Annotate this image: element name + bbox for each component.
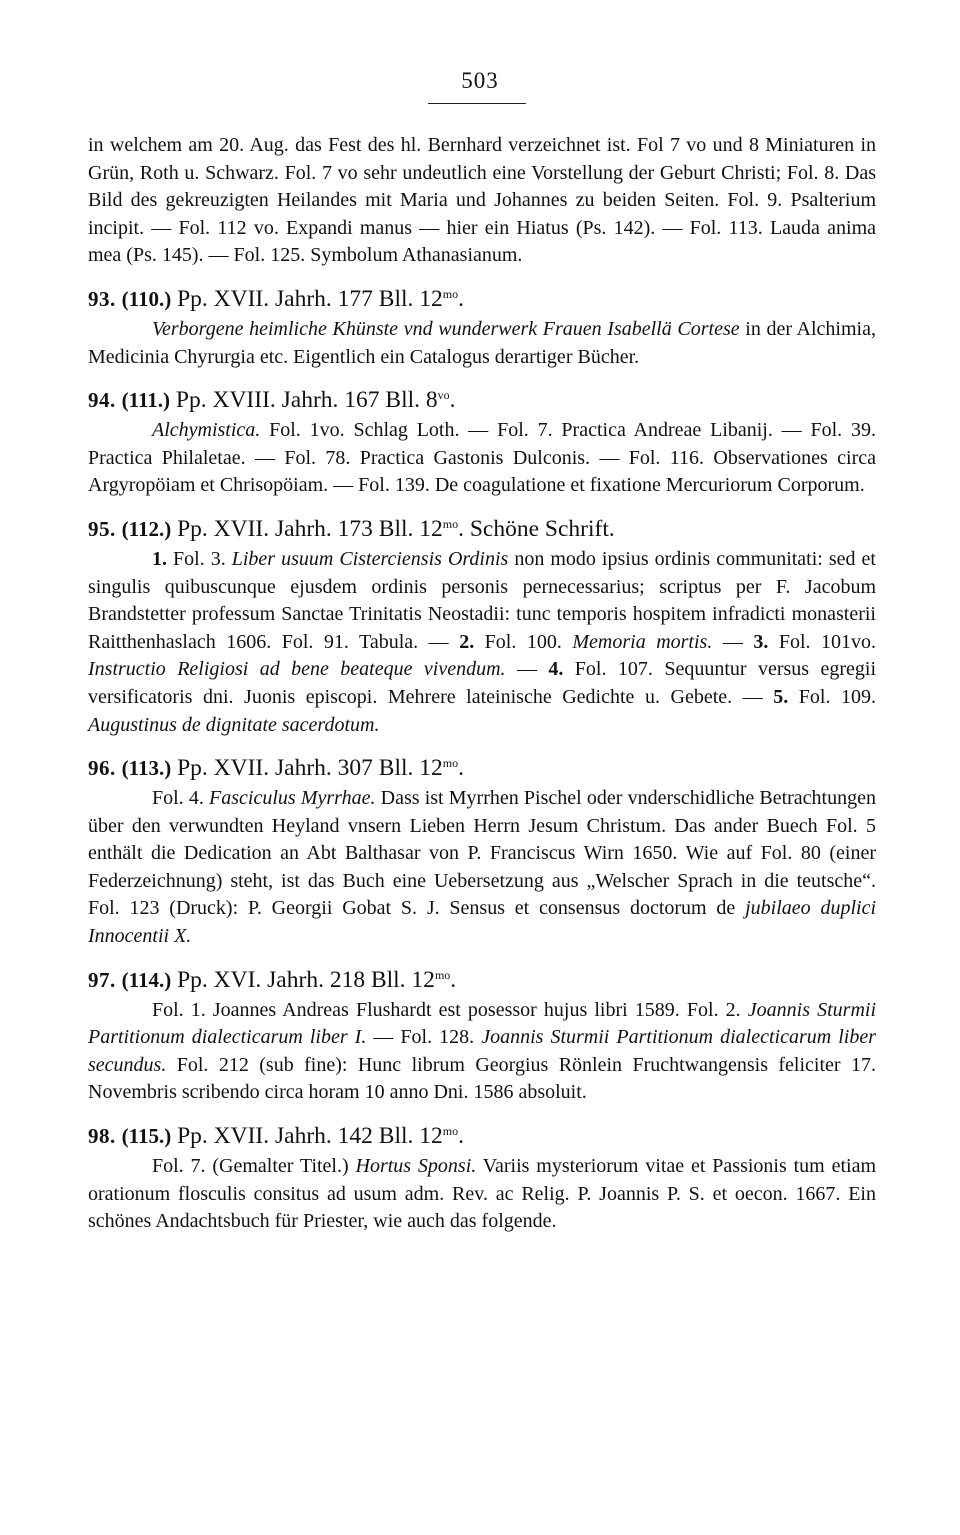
entry-description: Pp. XVII. Jahrh. 307 Bll. 12 <box>171 755 443 782</box>
shelf-number: (115.) <box>121 1124 172 1149</box>
catalog-entry <box>88 385 876 500</box>
body-text: in der Alchimia, Medicinia Chyrurgia etc. Eigentlich ein Catalogus derartiger Bücher. <box>88 317 876 368</box>
body-text: Fol. 107. Sequuntur versus egregii versificatoris dni. Juonis episcopi. Mehrere lateinische Gedichte u. Gebete. — <box>88 658 877 708</box>
shelf-number: (110.) <box>121 286 172 311</box>
entry-heading <box>88 965 876 995</box>
entry-description: Pp. XVII. Jahrh. 173 Bll. 12 <box>171 515 443 542</box>
item-number: 5. <box>773 685 789 708</box>
entry-description-suffix: . <box>449 387 456 414</box>
shelf-number: (112.) <box>121 516 172 541</box>
entry-description-suffix: . <box>458 1123 464 1150</box>
entries-list <box>88 284 876 1236</box>
entry-description-suffix: . <box>458 285 464 312</box>
shelf-number: (111.) <box>121 388 171 413</box>
entry-heading <box>88 514 876 544</box>
body-text: Fol. 109. <box>788 685 876 708</box>
item-number: 4. <box>548 658 564 681</box>
italic-title: Memoria mortis. <box>572 630 713 653</box>
format-superscript: mo <box>442 756 459 771</box>
entry-heading <box>88 284 876 314</box>
entry-description: Pp. XVII. Jahrh. 177 Bll. 12 <box>171 285 443 312</box>
entry-number: 95. <box>88 516 116 541</box>
shelf-number: (114.) <box>121 967 172 992</box>
entry-body <box>88 417 876 500</box>
item-number: 2. <box>459 630 475 653</box>
italic-title: Liber usuum Cisterciensis Ordinis <box>231 547 509 570</box>
body-text: Fol. 100. <box>474 630 573 653</box>
entry-description: Pp. XVII. Jahrh. 142 Bll. 12 <box>171 1123 443 1150</box>
entry-body <box>88 1153 876 1236</box>
body-text: Fol. 212 (sub fine): Hunc librum Georgius Rönlein Fruchtwangensis feliciter 17. Novembris scribendo circa horam 10 anno Dni. 1586 absoluit. <box>88 1053 876 1104</box>
entry-body <box>88 316 876 371</box>
entry-number: 97. <box>88 967 116 992</box>
page-number: 503 <box>461 68 499 93</box>
entry-body <box>88 997 876 1107</box>
body-text: Variis mysteriorum vitae et Passionis tum etiam orationum flosculis consitus ad usum adm. Rev. ac Relig. P. Joannis P. S. et oecon. 1667. Ein schönes Andachtsbuch für Priester, wie auch das folgende. <box>88 1155 877 1233</box>
catalog-entry <box>88 514 876 739</box>
italic-title: Verborgene heimliche Khünste vnd wunderwerk Frauen Isabellä Cortese <box>152 317 740 340</box>
italic-title: Augustinus de dignitate sacerdotum. <box>88 713 380 736</box>
entry-body <box>88 546 876 739</box>
body-text: Dass ist Myrrhen Pischel oder vnderschidliche Betrachtungen über den verwundten Heyland vnsern Lieben Herrn Jesum Christum. Das ander Buech Fol. 5 enthält die Dedication an Abt Balthasar von P. Franciscus Wirn 1650. Wie auf Fol. 80 (einer Federzeichnung) steht, ist das Buch eine Uebersetzung aus „Welscher Sprach in die teutsche“. Fol. 123 (Druck): P. Georgii Gobat S. J. Sensus et consensus doctorum de <box>88 787 876 920</box>
entry-heading <box>88 1121 876 1151</box>
body-text: non modo ipsius ordinis communitati: sed et singulis quibuscunque ejusdem ordinis personis pernecessarius; scriptus per F. Jacobum Brandstetter professum Sanctae Trinitatis Neostadii: tunc temporis hospitem infradicti monasterii Raitthenhaslach 1606. Fol. 91. Tabula. — <box>88 547 876 653</box>
body-text: — <box>712 630 754 653</box>
entry-description-suffix: . Schöne Schrift. <box>458 515 615 542</box>
format-superscript: vo <box>437 388 450 403</box>
body-text: Fol. 4. <box>152 787 210 810</box>
italic-title: Fasciculus Myrrhae. <box>209 787 376 810</box>
catalog-entry <box>88 1121 876 1236</box>
item-number: 3. <box>753 630 769 653</box>
entry-number: 93. <box>88 286 116 311</box>
italic-title: Joannis Sturmii Partitionum dialecticarum liber I. <box>88 998 876 1049</box>
entry-number: 98. <box>88 1124 116 1149</box>
entry-description-suffix: . <box>458 755 464 782</box>
italic-title: Joannis Sturmii Partitionum dialecticarum liber secundus. <box>88 1026 877 1076</box>
italic-title: jubilaeo duplici Innocentii X. <box>88 897 877 948</box>
entry-description-suffix: . <box>450 966 457 993</box>
body-text: Fol. 3. <box>167 547 232 570</box>
item-number: 1. <box>152 547 167 570</box>
format-superscript: mo <box>442 1124 459 1139</box>
entry-number: 96. <box>88 756 116 781</box>
entry-number: 94. <box>88 388 116 413</box>
catalog-entry <box>88 284 876 371</box>
entry-heading <box>88 385 876 415</box>
catalog-entry <box>88 965 876 1107</box>
body-text: Fol. 1vo. Schlag Loth. — Fol. 7. Practica Andreae Libanij. — Fol. 39. Practica Philaletae. — Fol. 78. Practica Gastonis Dulconis. — Fol. 116. Observationes circa Argyropöiam et Chrisopöiam. — Fol. 139. De coagulatione et fixatione Mercuriorum Corporum. <box>88 419 876 497</box>
format-superscript: mo <box>442 286 459 301</box>
body-text: Fol. 101vo. <box>768 630 877 653</box>
entry-description: Pp. XVIII. Jahrh. 167 Bll. 8 <box>170 387 438 414</box>
italic-title: Hortus Sponsi. <box>355 1155 477 1178</box>
body-text: — <box>505 658 549 681</box>
italic-title: Alchymistica. <box>152 419 261 442</box>
shelf-number: (113.) <box>121 756 172 781</box>
format-superscript: mo <box>442 516 459 531</box>
entry-body <box>88 785 876 951</box>
italic-title: Instructio Religiosi ad bene beateque vivendum. <box>88 658 506 681</box>
body-text: — Fol. 128. <box>366 1026 482 1049</box>
body-text: Fol. 7. (Gemalter Titel.) <box>152 1155 356 1178</box>
page-number-rule <box>428 103 526 104</box>
entry-description: Pp. XVI. Jahrh. 218 Bll. 12 <box>171 966 435 993</box>
format-superscript: mo <box>434 967 451 982</box>
catalog-entry <box>88 753 876 951</box>
body-text: Fol. 1. Joannes Andreas Flushardt est posessor hujus libri 1589. Fol. 2. <box>152 998 748 1021</box>
intro-paragraph: in welchem am 20. Aug. das Fest des hl. Bernhard verzeichnet ist. Fol 7 vo und 8 Miniaturen in Grün, Roth u. Schwarz. Fol. 7 vo sehr undeutlich eine Vorstellung der Geburt Christi; Fol. 8. Das Bild des gekreuzigten Heilandes mit Maria und Johannes zu beiden Seiten. Fol. 9. Psalterium incipit. — Fol. 112 vo. Expandi manus — hier ein Hiatus (Ps. 142). — Fol. 113. Lauda anima mea (Ps. 145). — Fol. 125. Symbolum Athanasianum. <box>88 134 876 267</box>
page-body <box>88 132 876 1236</box>
entry-heading <box>88 753 876 783</box>
